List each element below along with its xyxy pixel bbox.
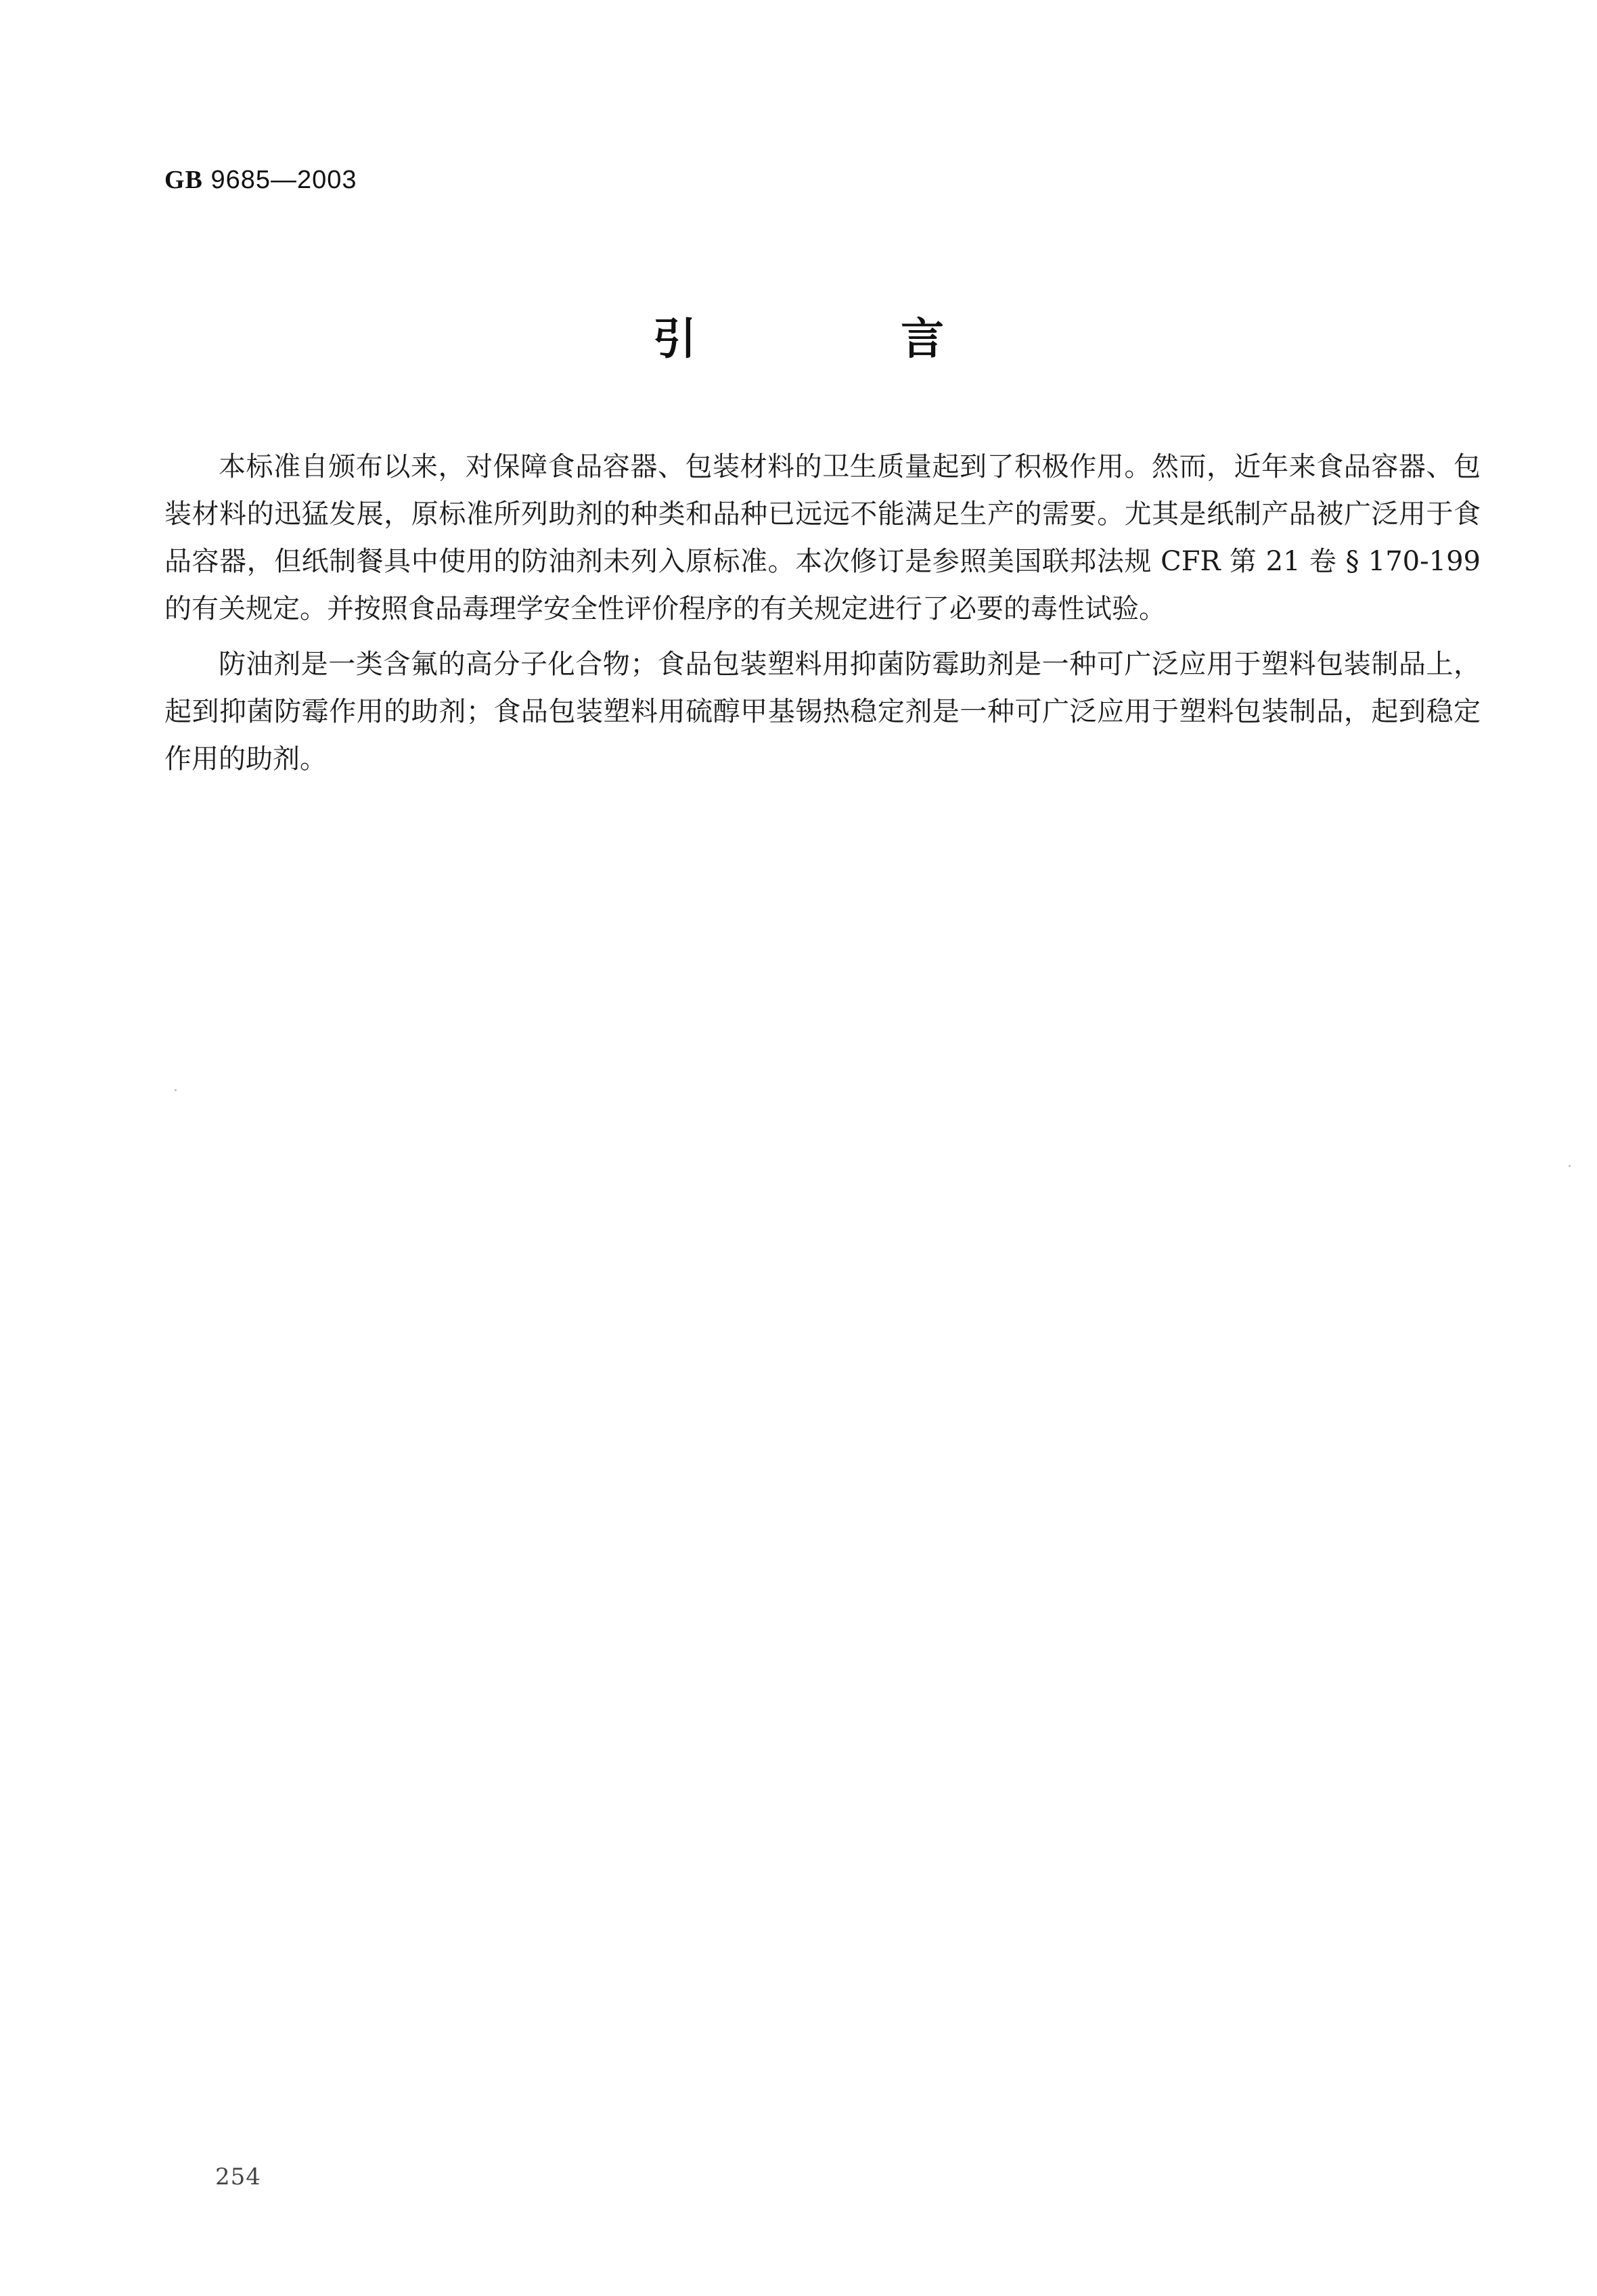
body-text	[164, 443, 1481, 791]
standard-number: 9685—2003	[202, 166, 357, 194]
paragraph-2: 防油剂是一类含氟的高分子化合物；食品包装塑料用抑菌防霉助剂是一种可广泛应用于塑料包装制品上，起到抑菌防霉作用的助剂；食品包装塑料用硫醇甲基锡热稳定剂是一种可广泛应用于塑料包装制品，起到稳定作用的助剂。	[164, 649, 1481, 775]
standard-prefix: GB	[164, 166, 203, 194]
scan-speck	[1569, 1165, 1571, 1167]
section-title: 引 言	[652, 315, 1039, 365]
paragraph-1: 本标准自颁布以来，对保障食品容器、包装材料的卫生质量起到了积极作用。然而，近年来食品容器、包装材料的迅猛发展，原标准所列助剂的种类和品种已远远不能满足生产的需要。尤其是纸制产品被广泛用于食品容器，但纸制餐具中使用的防油剂未列入原标准。本次修订是参照美国联邦法规 CFR 第 21 卷 § 170-199 的有关规定。并按照食品毒理学安全性评价程序的有关规定进行了必要的毒性试验。	[164, 451, 1481, 624]
standard-code	[164, 165, 357, 195]
page-number: 254	[215, 2163, 261, 2190]
scan-speck	[175, 1089, 177, 1091]
